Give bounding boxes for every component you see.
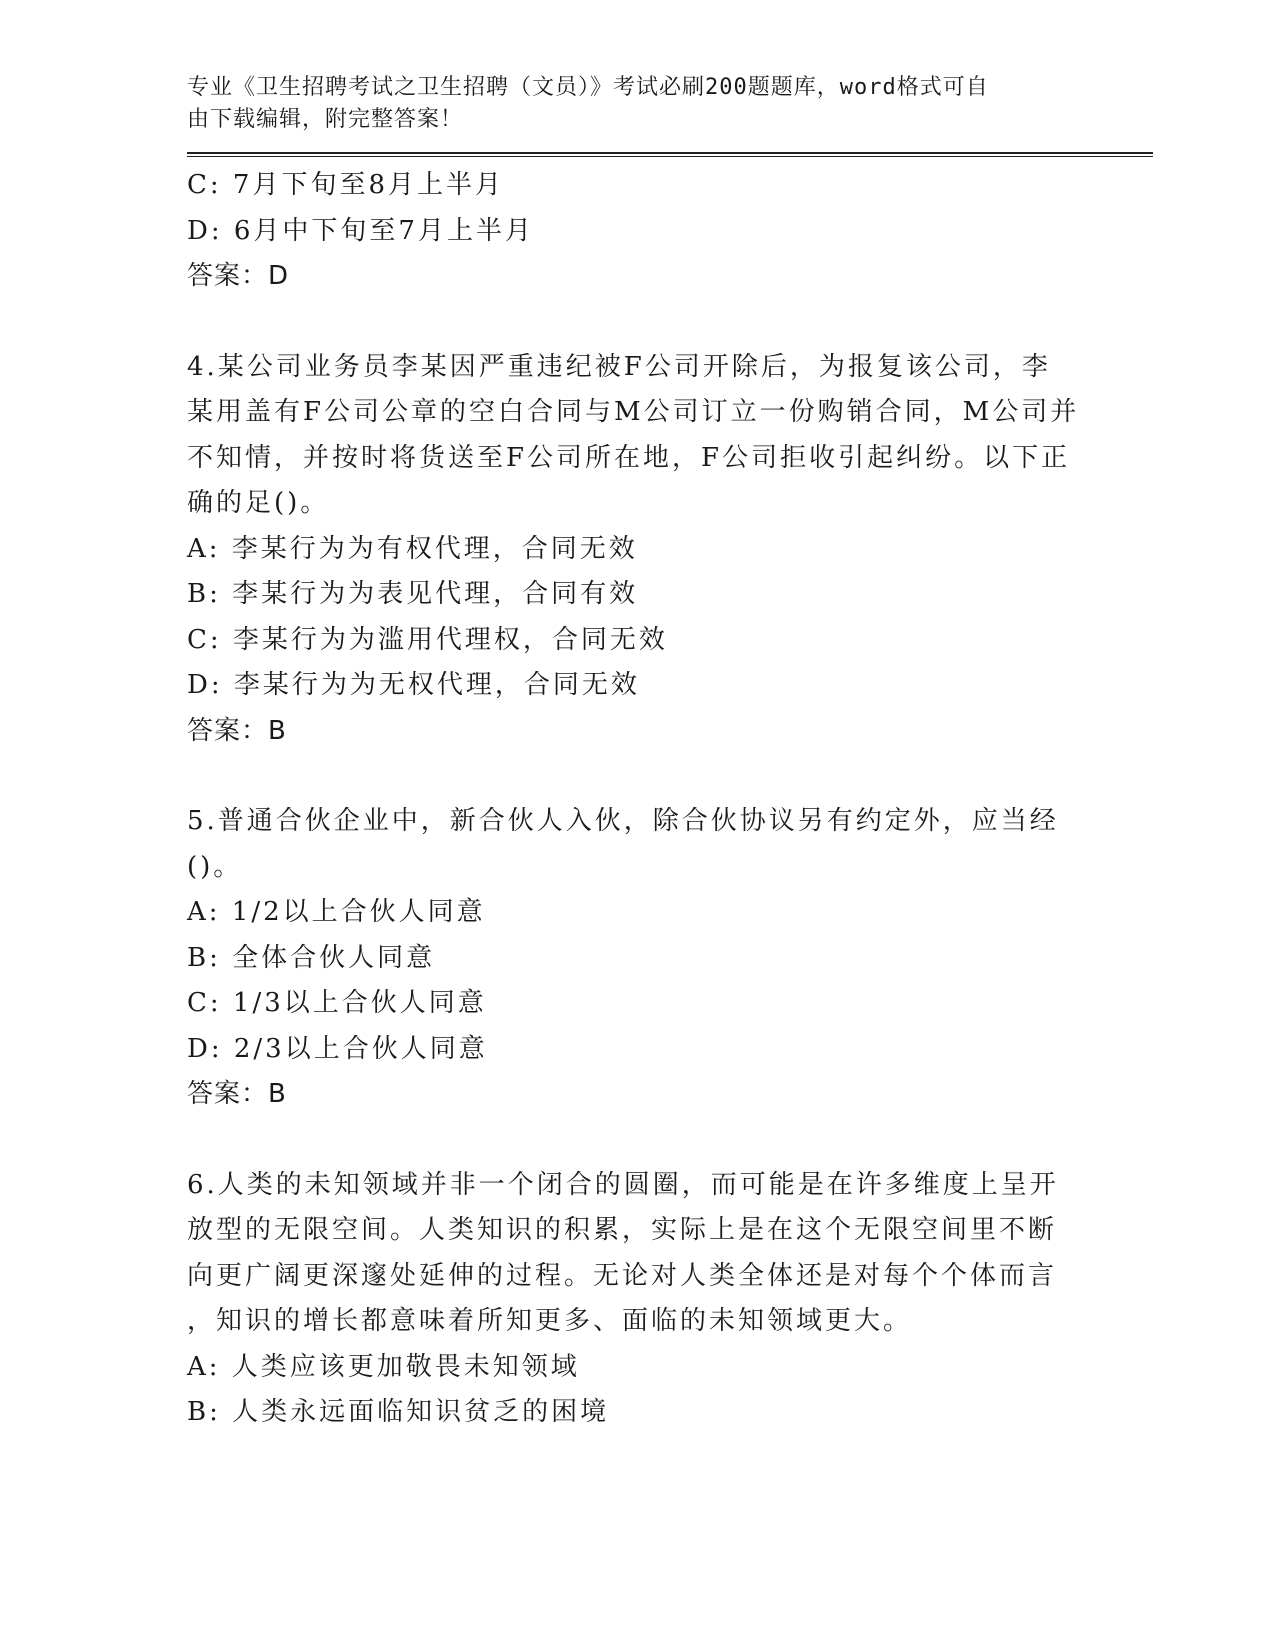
q5-option-d: D: 2/3以上合伙人同意 <box>187 1033 488 1064</box>
q6-option-a: A: 人类应该更加敬畏未知领域 <box>187 1351 580 1382</box>
spacer <box>187 754 1147 799</box>
document-body <box>187 163 1147 1436</box>
q5-answer: 答案：B <box>187 1079 287 1109</box>
q5-option-a: A: 1/2以上合伙人同意 <box>187 897 486 927</box>
q6-text-line: 6.人类的未知领域并非一个闭合的圆圈，而可能是在许多维度上呈开 <box>187 1169 1059 1200</box>
q5-option-c: C: 1/3以上合伙人同意 <box>187 988 487 1018</box>
header-divider <box>187 152 1153 157</box>
q4-text-line: 4.某公司业务员李某因严重违纪被F公司开除后，为报复该公司，李 <box>187 351 1051 382</box>
q4-answer: 答案：B <box>187 715 287 746</box>
document-header <box>187 72 1067 136</box>
q4-text-line: 确的足()。 <box>187 488 330 518</box>
header-line-1: 专业《卫生招聘考试之卫生招聘（文员）》考试必刷200题题库，word格式可自 <box>187 75 989 100</box>
q6-text-line: 放型的无限空间。人类知识的积累，实际上是在这个无限空间里不断 <box>187 1215 1058 1245</box>
q4-option-c: C: 李某行为为滥用代理权，合同无效 <box>187 624 668 655</box>
q4-text-line: 某用盖有F公司公章的空白合同与M公司订立一份购销合同，M公司并 <box>187 397 1080 427</box>
spacer <box>187 300 1147 345</box>
q4-option-a: A: 李某行为为有权代理，合同无效 <box>187 533 638 564</box>
q5-text-line: ()。 <box>187 851 243 882</box>
q6-text-line: 向更广阔更深邃处延伸的过程。无论对人类全体还是对每个个体而言 <box>187 1260 1058 1291</box>
q3-answer: 答案：D <box>187 261 290 291</box>
q4-text-line: 不知情，并按时将货送至F公司所在地，F公司拒收引起纠纷。以下正 <box>187 442 1071 473</box>
q4-option-b: B: 李某行为为表见代理，合同有效 <box>187 579 639 609</box>
header-line-2: 由下载编辑，附完整答案！ <box>187 107 464 132</box>
q5-option-b: B: 全体合伙人同意 <box>187 942 436 973</box>
q5-text-line: 5.普通合伙企业中，新合伙人入伙，除合伙协议另有约定外，应当经 <box>187 806 1059 836</box>
q6-option-b: B: 人类永远面临知识贫乏的困境 <box>187 1397 610 1427</box>
q4-option-d: D: 李某行为为无权代理，合同无效 <box>187 670 640 700</box>
q3-option-d: D: 6月中下旬至7月上半月 <box>187 215 534 246</box>
spacer <box>187 1118 1147 1163</box>
document-page <box>187 72 1147 1436</box>
q6-text-line: ，知识的增长都意味着所知更多、面临的未知领域更大。 <box>187 1306 913 1336</box>
q3-option-c: C: 7月下旬至8月上半月 <box>187 170 505 200</box>
